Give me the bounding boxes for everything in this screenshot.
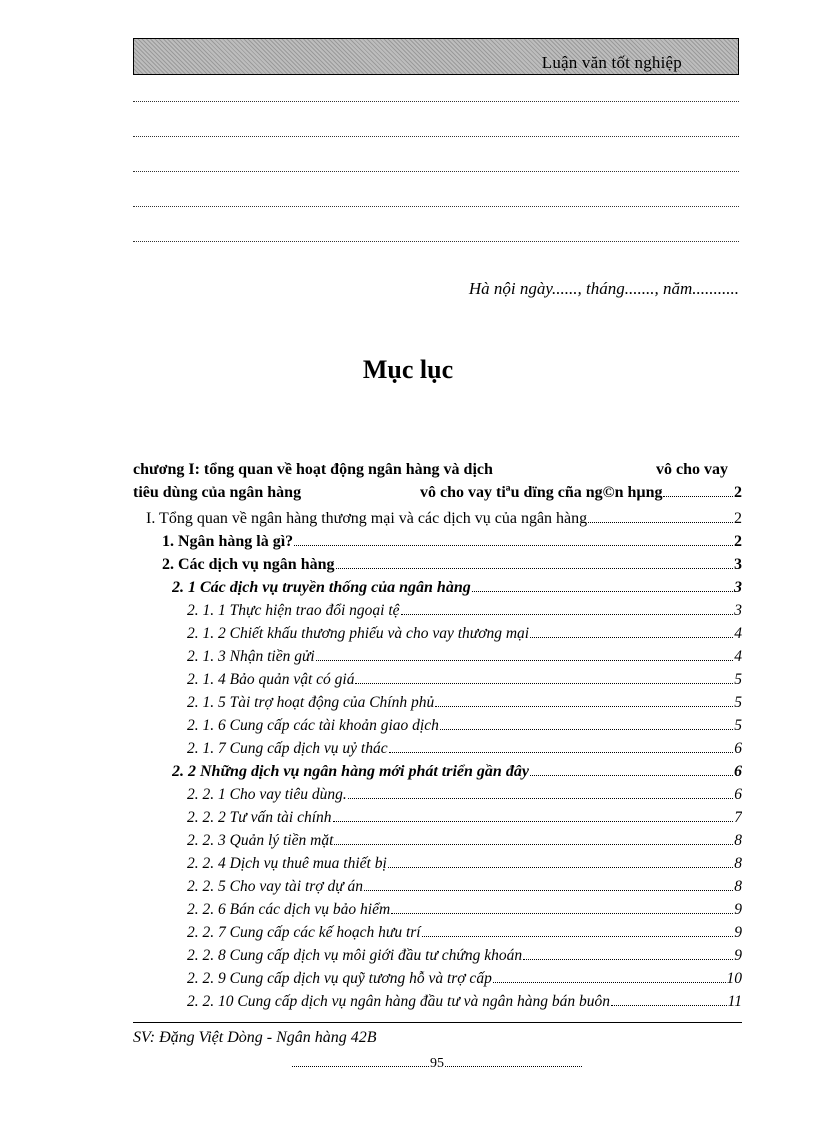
toc-entry-text: 2. 1. 4 Bảo quản vật có giá <box>187 671 355 688</box>
dot-leader <box>389 738 734 753</box>
dotted-line-2 <box>133 136 739 137</box>
dot-leader <box>401 600 734 615</box>
toc-entry-text: 2. 1. 1 Thực hiện trao đổi ngoại tệ <box>187 602 400 619</box>
toc-page-number: 6 <box>734 786 742 803</box>
dot-leader <box>316 646 734 661</box>
toc-entry-text: 2. 1. 7 Cung cấp dịch vụ uỷ thác <box>187 740 388 757</box>
dot-leader <box>334 830 733 845</box>
dotted-line-4 <box>133 206 739 207</box>
toc-page-number: 5 <box>734 717 742 734</box>
toc-entry[interactable] <box>187 738 742 760</box>
header-title: Luận văn tốt nghiệp <box>541 53 682 72</box>
dot-leader <box>611 991 727 1006</box>
dot-leader <box>530 761 733 776</box>
date-line: Hà nội ngày......, tháng......., năm........... <box>468 279 739 298</box>
toc-entry[interactable] <box>187 646 742 668</box>
toc-entry[interactable] <box>187 830 742 852</box>
dot-leader <box>388 853 734 868</box>
dot-leader <box>391 899 733 914</box>
toc-page-number: 4 <box>734 625 742 642</box>
toc-page-number: 3 <box>734 602 742 619</box>
toc-entry-text: 2. Các dịch vụ ngân hàng <box>162 556 335 573</box>
toc-entry[interactable] <box>187 991 742 1013</box>
dot-leader <box>336 554 734 569</box>
toc-page-number: 8 <box>734 855 742 872</box>
toc-entry-text: 2. 2. 9 Cung cấp dịch vụ quỹ tương hỗ và trợ cấp <box>187 970 492 987</box>
toc-entry-text: 2. 2. 6 Bán các dịch vụ bảo hiểm <box>187 901 391 918</box>
toc-entry-text: 2. 2. 7 Cung cấp các kế hoạch hưu trí <box>187 924 421 941</box>
toc-entry-text: 2. 2. 2 Tư vấn tài chính <box>187 809 332 826</box>
dot-leader <box>435 692 733 707</box>
toc-entry[interactable] <box>172 577 742 599</box>
dot-leader <box>530 623 733 638</box>
toc-entry[interactable] <box>187 922 742 944</box>
dotted-line-5 <box>133 241 739 242</box>
dot-leader <box>333 807 734 822</box>
dot-leader <box>588 508 733 523</box>
toc-page-number: 6 <box>734 740 742 757</box>
page-number: 95 <box>430 1056 444 1071</box>
dot-leader <box>445 1056 582 1067</box>
dot-leader <box>294 531 733 546</box>
toc-entry-text: 2. 1. 5 Tài trợ hoạt động của Chính phủ <box>187 694 435 711</box>
toc-page-number: 2 <box>734 510 742 527</box>
toc-page-number: 8 <box>734 878 742 895</box>
toc-entry[interactable] <box>187 968 742 990</box>
header-bar <box>133 38 739 75</box>
toc-page-number: 9 <box>734 901 742 918</box>
toc-entry[interactable] <box>187 600 742 622</box>
dot-leader <box>440 715 733 730</box>
toc-entry[interactable] <box>187 715 742 737</box>
toc-page-number: 5 <box>734 671 742 688</box>
toc-entry-text: 2. 1. 6 Cung cấp các tài khoản giao dịch <box>187 717 439 734</box>
toc-entry[interactable] <box>162 531 742 553</box>
toc-page-number: 6 <box>734 763 742 780</box>
toc-page-number: 3 <box>734 556 742 573</box>
dotted-line-3 <box>133 171 739 172</box>
chapter-line1-right[interactable]: vô cho vay <box>656 461 728 478</box>
toc-entry[interactable] <box>187 692 742 714</box>
toc-entry[interactable] <box>187 669 742 691</box>
toc-entry[interactable] <box>187 784 742 806</box>
toc-page-number: 3 <box>734 579 742 596</box>
footer-author: SV: Đặng Việt Dòng - Ngân hàng 42B <box>133 1029 377 1046</box>
toc-entry[interactable] <box>146 508 742 530</box>
dot-leader <box>523 945 733 960</box>
toc-page-number: 7 <box>734 809 742 826</box>
toc-page-number: 9 <box>734 924 742 941</box>
toc-entry-text: 2. 2 Những dịch vụ ngân hàng mới phát triển gần đây <box>172 763 529 780</box>
toc-page-number: 5 <box>734 694 742 711</box>
dot-leader <box>422 922 734 937</box>
toc-page-number: 2 <box>734 533 742 550</box>
toc-entry-text: vô cho vay tiªu dïng cña ng©n hµng <box>420 484 663 501</box>
toc-entry[interactable] <box>187 853 742 875</box>
chapter-line2-left[interactable]: tiêu dùng của ngân hàng <box>133 484 302 501</box>
dot-leader <box>472 577 733 592</box>
toc-entry-text: 2. 2. 1 Cho vay tiêu dùng. <box>187 786 347 803</box>
dot-leader <box>348 784 734 799</box>
dot-leader <box>493 968 726 983</box>
toc-entry[interactable] <box>172 761 742 783</box>
toc-entry[interactable] <box>187 899 742 921</box>
toc-entry-text: 2. 2. 10 Cung cấp dịch vụ ngân hàng đầu tư và ngân hàng bán buôn <box>187 993 611 1010</box>
dot-leader <box>364 876 733 891</box>
footer-rule <box>133 1022 742 1023</box>
toc-entry-text: 1. Ngân hàng là gì? <box>162 533 294 550</box>
footer-page-number <box>292 1056 582 1072</box>
toc-entry-text: I. Tổng quan về ngân hàng thương mại và các dịch vụ của ngân hàng <box>146 510 588 527</box>
toc-entry[interactable] <box>187 945 742 967</box>
toc-page-number: 2 <box>734 484 742 501</box>
toc-entry-text: 2. 1. 2 Chiết khấu thương phiếu và cho vay thương mại <box>187 625 530 642</box>
page-title: Mục lục <box>362 355 454 384</box>
toc-page-number: 8 <box>734 832 742 849</box>
chapter-line2-entry[interactable] <box>420 482 742 504</box>
dot-leader <box>292 1056 429 1067</box>
toc-entry-text: 2. 2. 3 Quản lý tiền mặt <box>187 832 334 849</box>
dot-leader <box>663 482 733 497</box>
toc-page-number: 10 <box>726 970 742 987</box>
toc-page-number: 4 <box>734 648 742 665</box>
dotted-line-1 <box>133 101 739 102</box>
toc-entry-text: 2. 2. 4 Dịch vụ thuê mua thiết bị <box>187 855 387 872</box>
toc-entry-text: 2. 2. 5 Cho vay tài trợ dự án <box>187 878 364 895</box>
toc-entry-text: 2. 1 Các dịch vụ truyền thống của ngân hàng <box>172 579 471 596</box>
toc-entry[interactable] <box>187 876 742 898</box>
toc-entry[interactable] <box>187 807 742 829</box>
dot-leader <box>355 669 733 684</box>
toc-page-number: 11 <box>727 993 742 1010</box>
toc-entry[interactable] <box>162 554 742 576</box>
toc-entry[interactable] <box>187 623 742 645</box>
toc-entry-text: 2. 2. 8 Cung cấp dịch vụ môi giới đầu tư chứng khoán <box>187 947 523 964</box>
chapter-line1-left[interactable]: chương I: tổng quan về hoạt động ngân hàng và dịch <box>133 461 493 478</box>
toc-page-number: 9 <box>734 947 742 964</box>
toc-entry-text: 2. 1. 3 Nhận tiền gửi <box>187 648 315 665</box>
